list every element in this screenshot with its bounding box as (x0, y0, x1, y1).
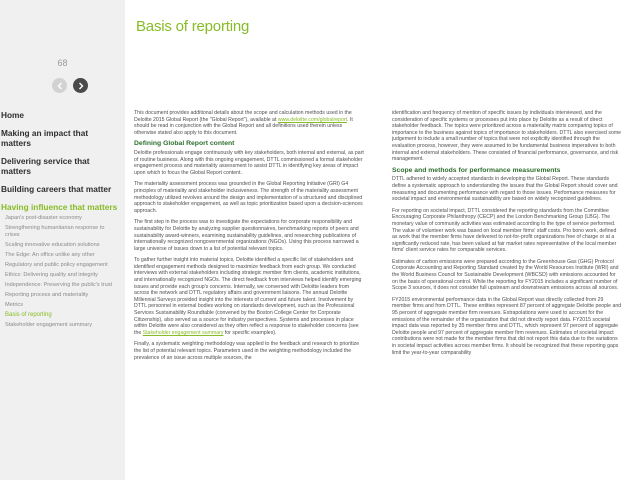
nav-item-label: Building careers that matter (1, 184, 112, 194)
nav-sub-humanitarian[interactable]: Strengthening humanitarian response to crises (5, 225, 105, 238)
text: This document provides additional details about the scope and calculation methods used in the Deloitte 2015 Global Report (the "Global Report"), available at (134, 110, 352, 123)
paragraph: Finally, a systematic weighting methodology was applied to the feedback and research to prioritize the list of potential relevant topics. Parameters used in the weighting methodology included the prevalence of an issue across multiple sources, the (134, 341, 360, 361)
paragraph: The first step in the process was to investigate the expectations for corporate responsibility and sustainability for Deloitte by analyzing supplier questionnaires, benchmarking reports of peers and sustainability award-winners, examining sustainability guidelines, and researching publications of internationally recognized nongovernmental organizations (NGOs). Using this process narrowed a large universe of issues down to a list of potential relevant topics. (134, 219, 359, 252)
nav-sub-education[interactable]: Scaling innovative education solutions (5, 242, 100, 248)
nav-item-label: Making an impact that matters (1, 128, 89, 148)
nav-sub-japan[interactable]: Japan's post-disaster economy (5, 215, 82, 221)
paragraph: FY2015 environmental performance data in the Global Report was directly collected from 29 member firms and from DTTL. These entities represent 87 percent of aggregate Deloitte people and 95 percent of aggregate member firm revenues. Extrapolations were used to account for the emissions of the remainder of the organization that did not directly report data. FY2015 societal impact data was reported by 35 member firms and DTTL, which represent 97 percent of aggregate Deloitte people and 97 percent of aggregate member firm revenues. Estimates of societal impact contributions were not made for the member firms that did not report this data due to the variations in societal impact activities across member firms. It should be recognized that these reporting gaps limit the year-to-year comparability (392, 296, 622, 356)
paragraph: identification and frequency of mention of specific issues by individuals interviewed, and the consideration of specific systems or processes put into place by Deloitte as a result of direct stakeholder feedback. The topics were prioritized across a materiality matrix comparing topics of importance to the business against topics of importance to stakeholders. DTTL also exercised some judgement to include a small number of topics that were not explicitly identified through the evaluation process, however, they were assumed to be fundamental business imperatives to both internal and external stakeholders. These consisted of financial performance, governance, and risk management. (392, 110, 622, 163)
paragraph: Estimates of carbon emissions were prepared according to the Greenhouse Gas (GHG) Protocol Corporate Accounting and Reporting Standard created by the World Resources Institute (WRI) and the World Business Council for Sustainable Development (WBCSD) with emissions accounted for on the basis of operational control. While the reporting for FY2015 includes a significant number of Scope 3 sources, it does not consider full upstream and downstream emissions across all sources. (392, 258, 619, 292)
paragraph: DTTL adhered to widely accepted standards in developing the Global Report. These standards define a systematic approach to understanding the issues that the Global Report should cover and measuring and documenting performance with regard to those issues. Performance measures for societal impact and environmental sustainability are based on widely recognized guidelines. (392, 176, 618, 203)
content-column-right (392, 110, 622, 361)
nav-item-label: Home (1, 110, 25, 120)
nav-item-having-influence[interactable] (0, 202, 125, 212)
nav-sub-regulatory[interactable]: Regulatory and public policy engagement (5, 262, 108, 268)
nav-sub-the-edge[interactable]: The Edge: An office unlike any other (5, 252, 95, 258)
nav-item-home[interactable] (0, 110, 125, 120)
paragraph: The materiality assessment process was grounded in the Global Reporting Initiative (GRI) G4 principles of materiality and stakeholder inclusiveness. The strength of the materiality assessment methodology utilized revolves around the design and implementation of a structured and disciplined approach to stakeholder engagement, as well as topic prioritization based upon a decision-sciences approach. (134, 181, 363, 214)
previous-page-button[interactable] (52, 78, 67, 93)
page-title: Basis of reporting (136, 18, 250, 35)
nav-sub-basis-of-reporting[interactable]: Basis of reporting (5, 312, 52, 318)
nav-item-delivering-service[interactable] (0, 156, 125, 176)
nav-sub-ethics[interactable]: Ethics: Delivering quality and integrity (5, 272, 98, 278)
nav-item-label: Having influence that matters (1, 202, 118, 212)
next-page-button[interactable] (73, 78, 88, 93)
nav-item-label: Delivering service that matters (1, 156, 90, 176)
nav-sub-independence[interactable]: Independence: Preserving the public's trust (5, 282, 113, 288)
chevron-right-icon (77, 82, 85, 90)
nav-sub-reporting-process[interactable]: Reporting process and materiality (5, 292, 89, 298)
chevron-left-icon (56, 82, 64, 90)
stakeholder-engagement-link[interactable]: Stakeholder engagement summary (142, 329, 224, 336)
paragraph (134, 257, 364, 336)
section-heading: Defining Global Report content (134, 140, 235, 148)
pager (52, 78, 88, 93)
text: . It should be read in conjunction with the Global Report and all definitions used therein unless otherwise stated also apply to this document. (134, 116, 353, 136)
nav-sub-metrics[interactable]: Metrics (5, 302, 24, 308)
paragraph: For reporting on societal impact, DTTL considered the reporting standards from the Committee Encouraging Corporate Philanthropy (CECP) and the London Benchmarking Group (LBG). The monetary value of community activities was estimated according to the type of service performed. The value of volunteer work was based on local member firms' staff costs. Pro bono work, defined as work that the member firms have delivered to not-for-profit organizations free of charge or at a significantly reduced rate, has been valued at fair market rates representative of the local member firms' client service rates for comparable services. (392, 207, 617, 254)
section-heading: Scope and methods for performance measurements (392, 166, 561, 174)
global-report-link[interactable]: www.deloitte.com/globalreport (277, 116, 348, 123)
nav-item-building-careers[interactable] (0, 184, 125, 194)
sidebar-nav (0, 110, 125, 332)
nav-sub-stakeholder-engagement[interactable]: Stakeholder engagement summary (5, 322, 93, 328)
nav-item-making-an-impact[interactable] (0, 128, 125, 148)
paragraph (134, 110, 364, 136)
sidebar (0, 0, 125, 480)
text: for specific examples). (223, 329, 277, 336)
text: To gather further insight into material topics, Deloitte identified a specific list of stakeholders and identified engagement methods designed to maximize feedback from each group. We conducted interviews with external stakeholders including strategic member firm clients, academic institutions, and internationally recognized NGOs. The direct feedback from interviews helped identify emerging issues and provide each group's concerns. Internally, we conversed with Deloitte leaders from across the network and DTTL regulatory affairs and government liaisons. The annual Deloitte Millennial Surveys provided insight into the interests of current and future talent. Involvement by DTTL personnel in external bodies working on standards development, such as the Professional Services Sustainability Roundtable (convened by the Boston College Center for Corporate Citizenship), also served as a source for industry perspectives. Systems and processes in place within Deloitte were also considered as they often reflect a response to stakeholder concerns (see the (134, 257, 362, 336)
content-column-left (134, 110, 364, 366)
page-number: 68 (57, 58, 68, 68)
paragraph: Deloitte professionals engage continuously with key stakeholders, both internal and external, as part of routine business. Along with this ongoing engagement, DTTL commissioned a formal stakeholder engagement process and materiality assessment to assist DTTL in identifying key areas of impact upon which to focus the Global Report content. (134, 149, 364, 176)
